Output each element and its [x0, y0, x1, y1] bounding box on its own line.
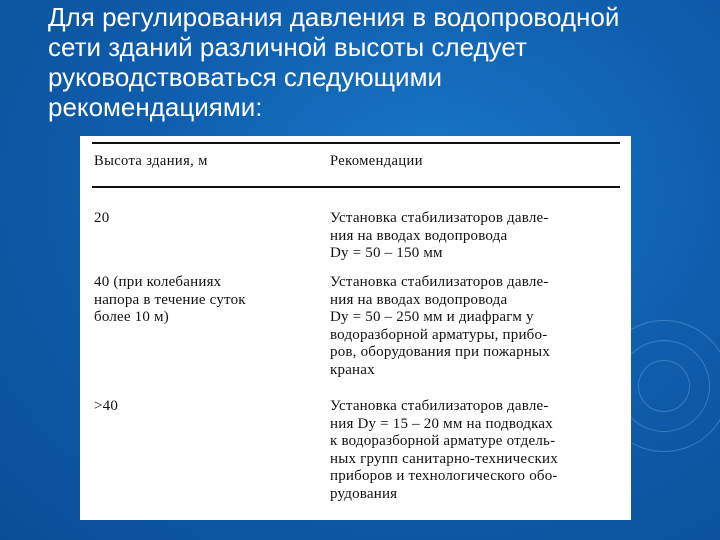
cell-line: Установка стабилизаторов давле-	[330, 274, 549, 290]
title-line: Для регулирования давления в водопроводной	[48, 2, 620, 32]
row-1-recommendation	[330, 210, 549, 263]
cell-line: >40	[94, 398, 119, 414]
cell-line: рудования	[330, 485, 398, 502]
cell-line: ния Dy = 15 – 20 мм на подводках	[330, 415, 553, 432]
cell-line: кранах	[330, 361, 375, 378]
header-height: Высота здания, м	[94, 153, 208, 169]
title-line: сети зданий различной высоты следует	[48, 32, 527, 62]
cell-line: водоразборной арматуры, прибо-	[330, 326, 548, 343]
row-2-recommendation	[330, 274, 550, 379]
row-3-recommendation	[330, 398, 558, 503]
table-top-rule	[92, 142, 620, 144]
header-recommendations: Рекомендации	[330, 153, 423, 169]
cell-line: напора в течение суток	[94, 291, 246, 308]
cell-line: 40 (при колебаниях	[94, 274, 222, 290]
row-2-height	[94, 274, 246, 327]
title-line: руководствоваться следующими	[48, 62, 442, 92]
cell-line: Dy = 50 – 150 мм	[330, 245, 443, 261]
pressure-recommendations-table	[80, 136, 631, 520]
cell-line: Установка стабилизаторов давле-	[330, 210, 549, 226]
row-3-height	[94, 398, 118, 416]
cell-line: Dy = 50 – 250 мм и диафрагм у	[330, 309, 534, 325]
cell-line: к водоразборной арматуре отдель-	[330, 433, 556, 449]
cell-line: Установка стабилизаторов давле-	[330, 398, 549, 414]
cell-line: 20	[94, 210, 110, 226]
cell-line: ния на вводах водопровода	[330, 291, 508, 308]
cell-line: более 10 м)	[94, 309, 169, 325]
slide-title	[48, 2, 708, 122]
cell-line: ров, оборудования при пожарных	[330, 344, 551, 360]
cell-line: ния на вводах водопровода	[330, 227, 508, 244]
header-bottom-rule	[92, 186, 620, 188]
row-1-height	[94, 210, 109, 228]
cell-line: ных групп санитарно-технических	[330, 450, 558, 467]
cell-line: приборов и технологического обо-	[330, 468, 558, 484]
title-line: рекомендациями:	[48, 92, 263, 122]
